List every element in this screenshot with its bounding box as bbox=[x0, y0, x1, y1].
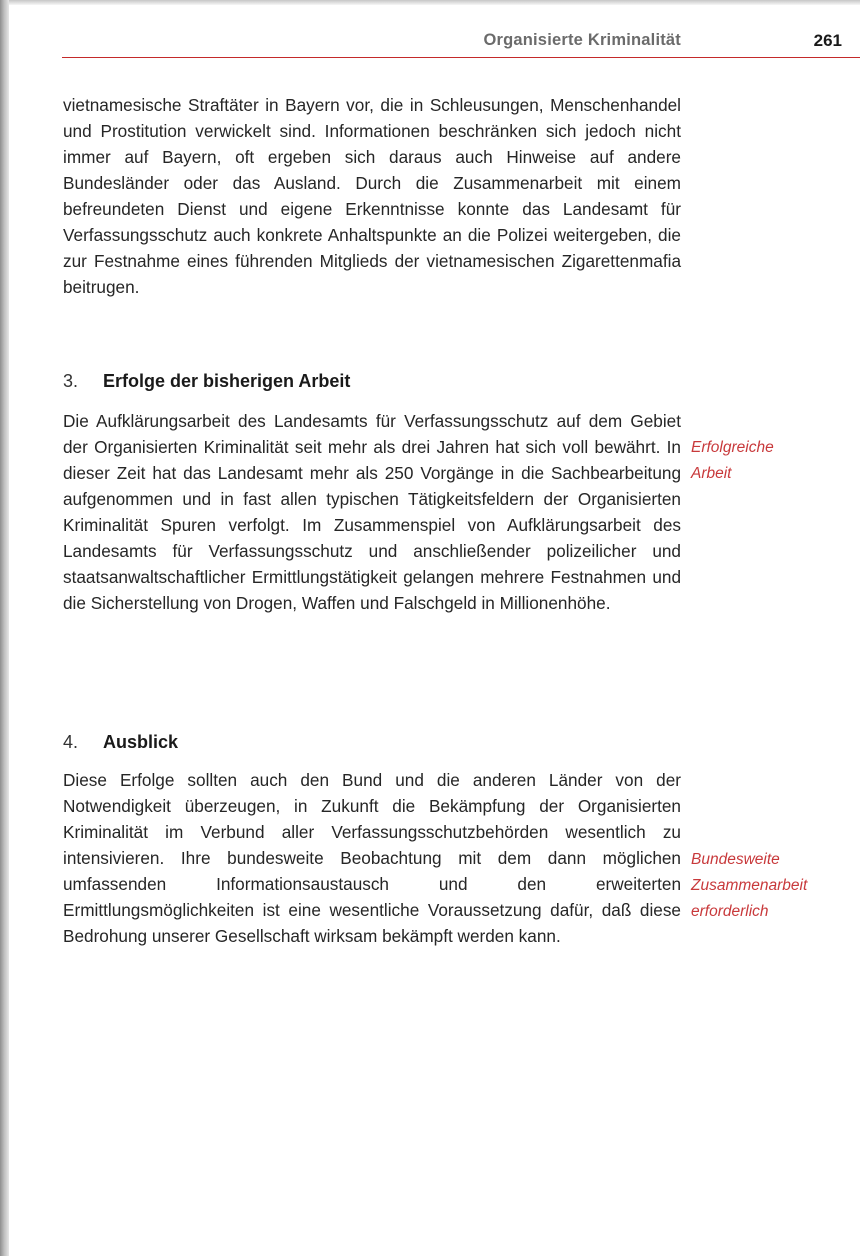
section-3-title: Erfolge der bisherigen Arbeit bbox=[103, 371, 351, 391]
section-3-heading bbox=[63, 368, 350, 394]
section-4-margin-note bbox=[691, 847, 851, 925]
section-4-number: 4. bbox=[63, 732, 79, 752]
section-3-body: Die Aufklärungsarbeit des Landesamts für Verfassungsschutz auf dem Gebiet der Organisierten Kriminalität seit mehr als drei Jahren hat sich voll bewährt. In dieser Zeit hat das Landesamt mehr als 250 Vorgänge in die Sachbearbeitung aufgenommen und in fast allen typischen Tätigkeitsfeldern der Organisierten Kriminalität Spuren verfolgt. Im Zusammenspiel von Aufklärungsarbeit des Landesamts für Verfassungsschutz und anschließender polizeilicher und staatsanwaltschaftlicher Ermittlungstätigkeit gelangen mehrere Festnahmen und die Sicherstellung von Drogen, Waffen und Falschgeld in Millionenhöhe. bbox=[63, 411, 681, 613]
section-3-number: 3. bbox=[63, 371, 79, 391]
header-rule bbox=[62, 57, 860, 58]
section-4-body: Diese Erfolge sollten auch den Bund und die anderen Länder von der Notwendigkeit überzeugen, in Zukunft die Bekämpfung der Organisierten Kriminalität im Verbund aller Verfassungsschutzbehörden wesentlich zu intensivieren. Ihre bundesweite Beobachtung mit dem dann möglichen umfassenden Informationsaustausch und den erweiterten Ermittlungsmöglichkeiten ist eine wesentliche Voraussetzung dafür, daß diese Bedrohung unserer Gesellschaft wirksam bekämpft werden kann. bbox=[63, 770, 681, 946]
margin-note-line: Erfolgreiche bbox=[691, 439, 774, 456]
running-title: Organisierte Kriminalität bbox=[483, 31, 681, 49]
page-number: 261 bbox=[813, 31, 842, 50]
section-4-title: Ausblick bbox=[103, 732, 179, 752]
margin-note-line: Zusammenarbeit bbox=[691, 877, 808, 894]
page-binding-edge bbox=[0, 0, 9, 1256]
section-4-heading bbox=[63, 729, 178, 755]
margin-note-line: Arbeit bbox=[691, 465, 732, 482]
margin-note-line: Bundesweite bbox=[691, 851, 780, 868]
margin-note-line: erforderlich bbox=[691, 903, 769, 920]
intro-paragraph: vietnamesische Straftäter in Bayern vor, die in Schleusungen, Menschenhandel und Prostitution verwickelt sind. Informationen beschränken sich jedoch nicht immer auf Bayern, oft ergeben sich daraus auch Hinweise auf andere Bundesländer oder das Ausland. Durch die Zusammenarbeit mit einem befreundeten Dienst und eigene Erkenntnisse konnte das Landesamt für Verfassungsschutz auch konkrete Anhaltspunkte an die Polizei weitergeben, die zur Festnahme eines führenden Mitglieds der vietnamesischen Zigarettenmafia beitrugen. bbox=[63, 95, 681, 297]
page-top-edge bbox=[0, 0, 860, 5]
section-3-margin-note bbox=[691, 435, 851, 487]
